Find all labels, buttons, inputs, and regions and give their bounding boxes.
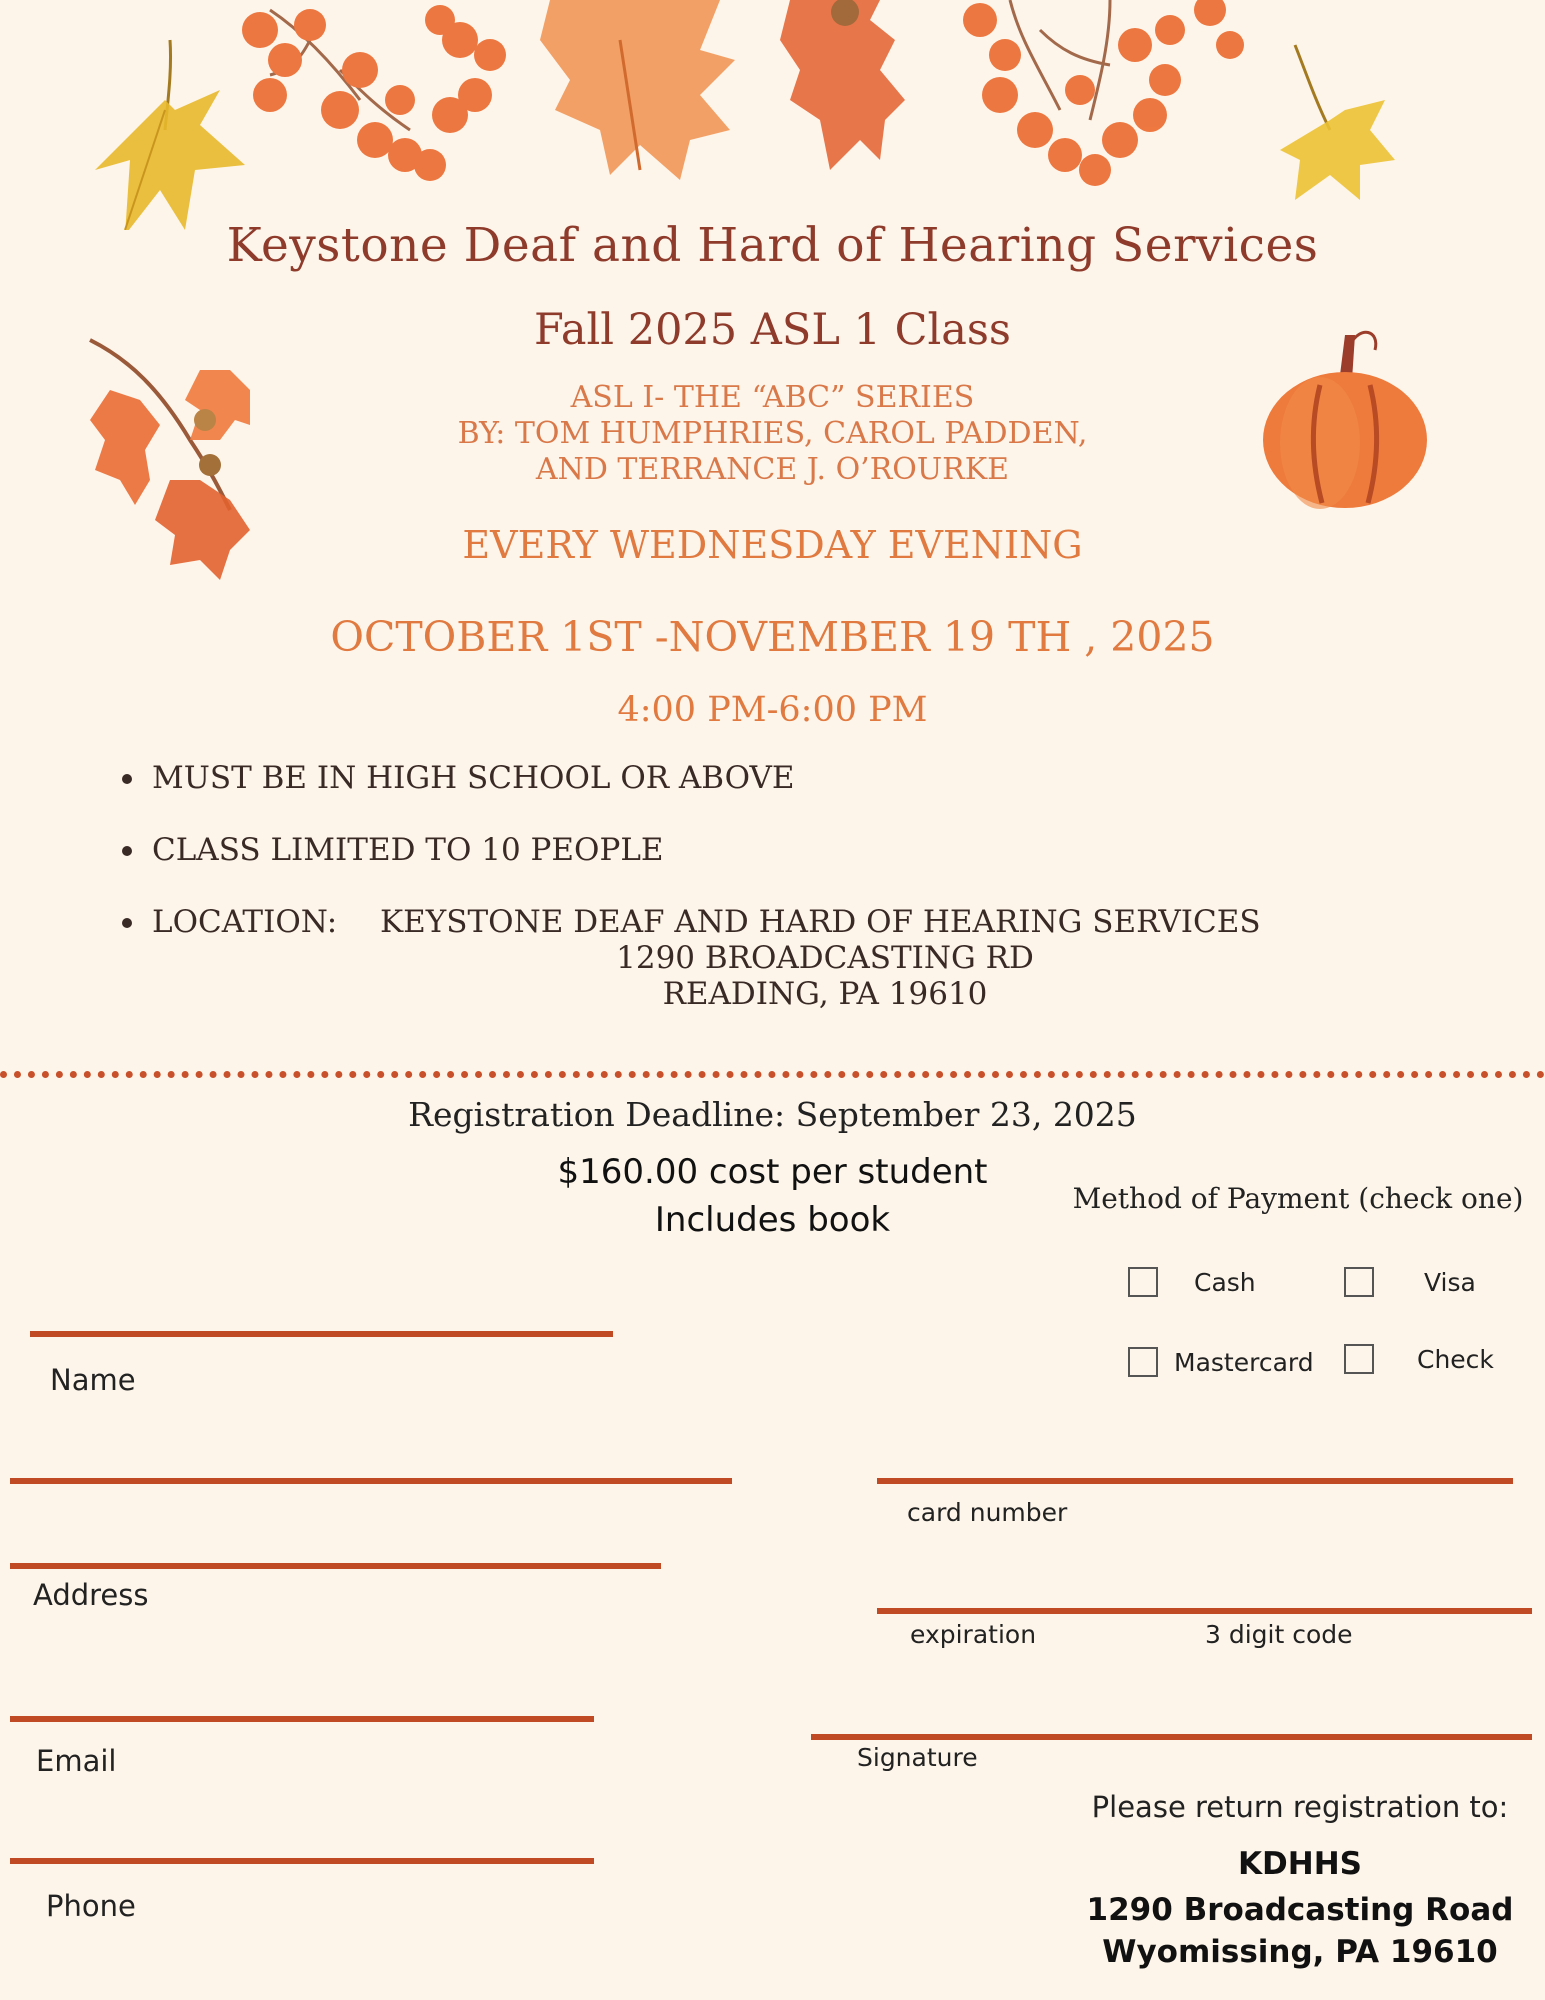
class-title: Fall 2025 ASL 1 Class: [533, 305, 1011, 355]
return-org: KDHHS: [1238, 1846, 1362, 1882]
requirement-age: MUST BE IN HIGH SCHOOL OR ABOVE: [152, 760, 795, 796]
oak-leaf-icon: [780, 0, 905, 170]
return-city: Wyomissing, PA 19610: [1102, 1934, 1498, 1970]
expiration-code-field[interactable]: [877, 1608, 1532, 1614]
berries-icon: [963, 0, 1244, 186]
cost-per-student: $160.00 cost per student: [557, 1152, 988, 1192]
signature-label: Signature: [857, 1743, 978, 1772]
autumn-decoration-top: [0, 0, 1545, 230]
mastercard-label: Mastercard: [1174, 1348, 1314, 1377]
class-dates: OCTOBER 1ST -NOVEMBER 19 TH , 2025: [330, 613, 1215, 661]
book-series: [0, 380, 1545, 488]
return-instructions: Please return registration to:: [1091, 1790, 1509, 1824]
signature-field[interactable]: [811, 1734, 1532, 1740]
registration-deadline: Registration Deadline: September 23, 2025: [408, 1095, 1137, 1134]
visa-checkbox[interactable]: [1344, 1267, 1374, 1297]
class-time: 4:00 PM-6:00 PM: [617, 690, 928, 730]
phone-label: Phone: [46, 1889, 136, 1923]
visa-label: Visa: [1424, 1268, 1476, 1297]
cash-checkbox[interactable]: [1128, 1267, 1158, 1297]
series-line-1: ASL I- THE “ABC” SERIES: [570, 380, 975, 415]
return-street: 1290 Broadcasting Road: [1086, 1892, 1514, 1928]
code-label: 3 digit code: [1205, 1620, 1353, 1649]
mastercard-checkbox[interactable]: [1128, 1347, 1158, 1377]
address-field-line-1[interactable]: [10, 1478, 732, 1484]
email-label: Email: [36, 1744, 117, 1778]
location-street: 1290 BROADCASTING RD: [616, 940, 1034, 976]
location-name: KEYSTONE DEAF AND HARD OF HEARING SERVICES: [380, 904, 1261, 940]
check-checkbox[interactable]: [1344, 1344, 1374, 1374]
maple-leaf-icon: [540, 0, 735, 180]
includes-book: Includes book: [654, 1200, 891, 1240]
location-city: READING, PA 19610: [662, 976, 988, 1012]
yellow-leaf-icon: [1280, 45, 1395, 200]
name-label: Name: [50, 1363, 136, 1397]
address-label: Address: [33, 1578, 149, 1612]
class-day: EVERY WEDNESDAY EVENING: [462, 523, 1083, 567]
address-field-line-2[interactable]: [10, 1563, 661, 1569]
yellow-leaf-icon: [95, 40, 245, 230]
name-field[interactable]: [30, 1331, 613, 1337]
phone-field[interactable]: [10, 1858, 594, 1864]
requirement-size: CLASS LIMITED TO 10 PEOPLE: [152, 832, 664, 868]
cash-label: Cash: [1194, 1268, 1256, 1297]
check-label: Check: [1417, 1345, 1494, 1374]
berries-icon: [242, 5, 506, 181]
bullet-icon: [122, 846, 132, 856]
location-label: LOCATION:: [152, 904, 338, 940]
organization-title: Keystone Deaf and Hard of Hearing Services: [226, 218, 1319, 273]
email-field[interactable]: [10, 1716, 594, 1722]
card-number-label: card number: [907, 1498, 1068, 1527]
tear-line-divider: [0, 1071, 1545, 1078]
series-line-2: BY: TOM HUMPHRIES, CAROL PADDEN,: [457, 416, 1088, 451]
payment-method-title: Method of Payment (check one): [1072, 1182, 1524, 1215]
card-number-field[interactable]: [877, 1478, 1513, 1484]
expiration-label: expiration: [910, 1620, 1037, 1649]
bullet-icon: [122, 918, 132, 928]
bullet-icon: [122, 774, 132, 784]
series-line-3: AND TERRANCE J. O’ROURKE: [535, 452, 1010, 487]
